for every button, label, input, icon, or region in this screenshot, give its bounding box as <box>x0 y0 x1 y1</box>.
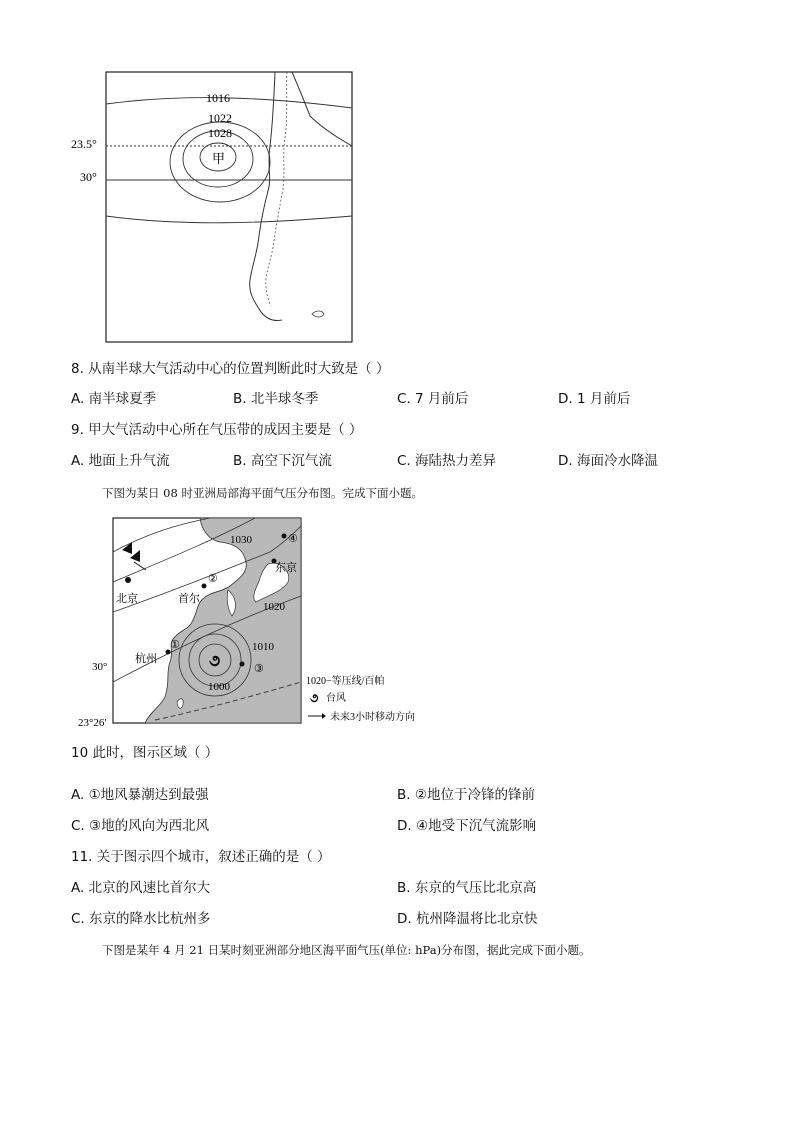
isobar-label: 1010 <box>252 641 274 653</box>
pressure-center-label: 甲 <box>212 151 226 166</box>
question-11-stem: 11. 关于图示四个城市，叙述正确的是（ ） <box>71 849 331 865</box>
city-dot-seoul <box>202 584 207 589</box>
q9-option-a[interactable]: A. 地面上升气流 <box>71 453 170 469</box>
isobar-label: 1022 <box>208 111 232 125</box>
q11-option-c[interactable]: C. 东京的降水比杭州多 <box>71 911 211 927</box>
isobar-label: 1000 <box>208 681 230 693</box>
point-dot-3 <box>240 662 245 667</box>
isobar-label: 1016 <box>206 91 230 105</box>
latitude-label: 30° <box>80 170 97 184</box>
legend-direction: 未来3小时移动方向 <box>330 712 415 723</box>
point-dot-4 <box>282 534 287 539</box>
q9-option-c[interactable]: C. 海陆热力差异 <box>397 453 497 469</box>
isobar-label: 1028 <box>208 126 232 140</box>
question-8-stem: 8. 从南半球大气活动中心的位置判断此时大致是（ ） <box>71 361 390 377</box>
q11-option-d[interactable]: D. 杭州降温将比北京快 <box>397 911 538 927</box>
map-south-america-pressure <box>60 66 360 348</box>
map1-svg <box>60 66 360 348</box>
city-label: 杭州 <box>135 653 157 665</box>
latitude-label: 23.5° <box>71 137 97 151</box>
marker-label: ① <box>170 639 180 651</box>
marker-label: ② <box>208 573 218 585</box>
city-label: 北京 <box>116 593 138 605</box>
legend-arrowhead-icon <box>322 713 326 719</box>
city-label: 首尔 <box>178 593 200 605</box>
section-intro: 下图为某日 08 时亚洲局部海平面气压分布图。完成下面小题。 <box>102 486 423 500</box>
q9-option-b[interactable]: B. 高空下沉气流 <box>233 453 332 469</box>
city-label: 东京 <box>275 562 297 574</box>
latitude-label: 30° <box>92 661 108 673</box>
marker-label: ④ <box>288 533 298 545</box>
latitude-label: 23°26′ <box>78 717 107 729</box>
q8-option-d[interactable]: D. 1 月前后 <box>558 391 631 407</box>
section-intro: 下图是某年 4 月 21 日某时刻亚洲部分地区海平面气压(单位: hPa)分布图，据此完成下面小题。 <box>102 943 591 957</box>
map2-svg <box>70 512 450 734</box>
q8-option-b[interactable]: B. 北半球冬季 <box>233 391 319 407</box>
q11-option-a[interactable]: A. 北京的风速比首尔大 <box>71 880 211 896</box>
map-asia-pressure <box>70 512 450 734</box>
city-dot-beijing <box>125 577 131 583</box>
legend-typhoon: 台风 <box>326 693 346 704</box>
legend-isobar: 1020−等压线/百帕 <box>306 676 385 687</box>
marker-label: ③ <box>254 663 264 675</box>
isobar-label: 1030 <box>230 534 252 546</box>
question-10-stem: 10 此时，图示区域（ ） <box>71 745 219 761</box>
question-9-stem: 9. 甲大气活动中心所在气压带的成因主要是（ ） <box>71 422 363 438</box>
q8-option-a[interactable]: A. 南半球夏季 <box>71 391 157 407</box>
typhoon-icon: ૭ <box>209 653 221 670</box>
q10-option-c[interactable]: C. ③地的风向为西北风 <box>71 818 210 834</box>
isobar-label: 1020 <box>263 601 285 613</box>
legend-typhoon-icon: ૭ <box>310 691 319 705</box>
q8-option-c[interactable]: C. 7 月前后 <box>397 391 469 407</box>
q10-option-b[interactable]: B. ②地位于冷锋的锋前 <box>397 787 535 803</box>
q10-option-a[interactable]: A. ①地风暴潮达到最强 <box>71 787 209 803</box>
q9-option-d[interactable]: D. 海面冷水降温 <box>558 453 658 469</box>
q11-option-b[interactable]: B. 东京的气压比北京高 <box>397 880 537 896</box>
q10-option-d[interactable]: D. ④地受下沉气流影响 <box>397 818 537 834</box>
